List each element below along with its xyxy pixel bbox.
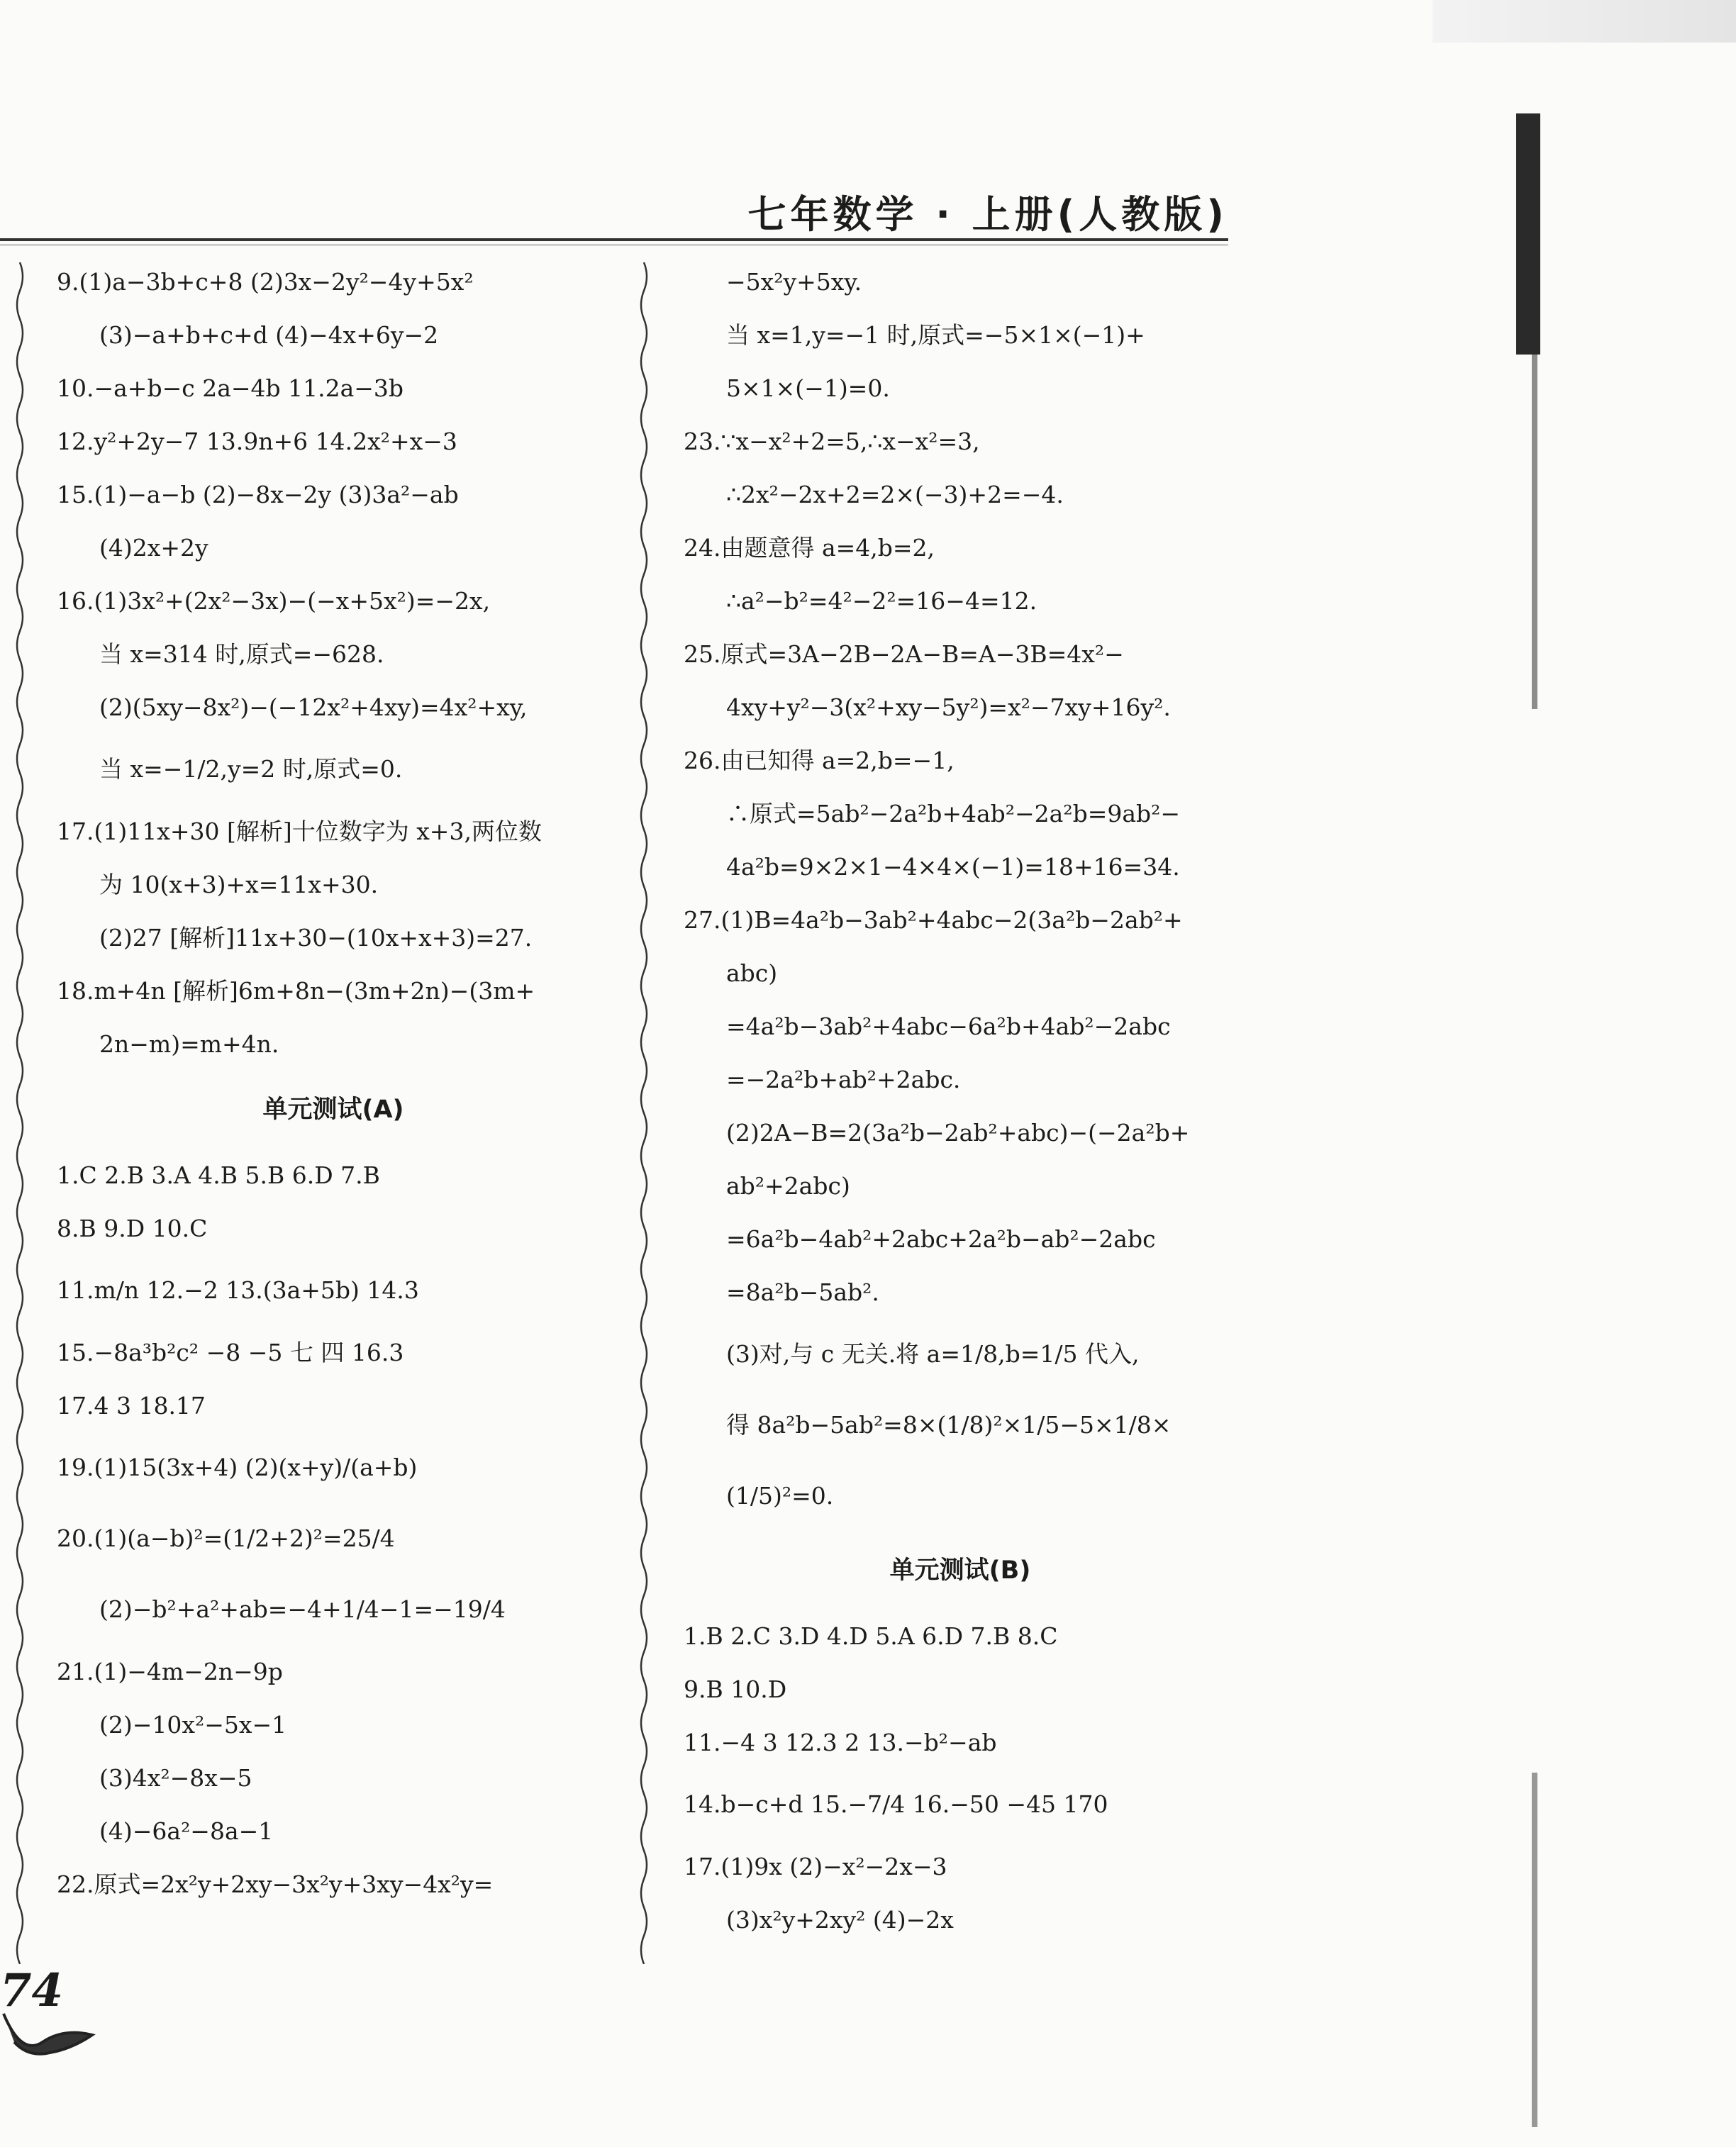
answer-line: 17.(1)9x (2)−x²−2x−3 bbox=[684, 1853, 947, 1880]
answer-line: 12.y²+2y−7 13.9n+6 14.2x²+x−3 bbox=[57, 428, 457, 455]
header-title: 七年数学 · 上册(人教版) bbox=[747, 192, 1228, 237]
answer-line: 16.(1)3x²+(2x²−3x)−(−x+5x²)=−2x, bbox=[57, 587, 491, 615]
answer-line: 26.由已知得 a=2,b=−1, bbox=[684, 747, 955, 774]
answer-line: 15.(1)−a−b (2)−8x−2y (3)3a²−ab bbox=[57, 481, 459, 508]
answer-line: 9.(1)a−3b+c+8 (2)3x−2y²−4y+5x² bbox=[57, 268, 474, 296]
left-wavy-border bbox=[13, 262, 27, 1964]
answer-line: 17.4 3 18.17 bbox=[57, 1392, 206, 1420]
answer-line: =−2a²b+ab²+2abc. bbox=[726, 1066, 961, 1093]
answer-line: 得 8a²b−5ab²=8×(1/8)²×1/5−5×1/8× bbox=[726, 1411, 1172, 1439]
answer-line: 1.C 2.B 3.A 4.B 5.B 6.D 7.B bbox=[57, 1161, 380, 1189]
answer-line: 11.−4 3 12.3 2 13.−b²−ab bbox=[684, 1729, 997, 1756]
answer-line: 21.(1)−4m−2n−9p bbox=[57, 1658, 283, 1685]
answer-line: 9.B 10.D bbox=[684, 1675, 787, 1703]
answer-line: 27.(1)B=4a²b−3ab²+4abc−2(3a²b−2ab²+ bbox=[684, 906, 1183, 934]
binding-shadow bbox=[1516, 113, 1540, 355]
answer-line: (2)27 [解析]11x+30−(10x+x+3)=27. bbox=[99, 924, 533, 952]
answer-line: (2)2A−B=2(3a²b−2ab²+abc)−(−2a²b+ bbox=[726, 1119, 1190, 1147]
answer-line: 当 x=1,y=−1 时,原式=−5×1×(−1)+ bbox=[726, 321, 1145, 349]
answer-line: 24.由题意得 a=4,b=2, bbox=[684, 534, 935, 562]
answer-line: (4)−6a²−8a−1 bbox=[99, 1817, 274, 1845]
answer-line: 1.B 2.C 3.D 4.D 5.A 6.D 7.B 8.C bbox=[684, 1622, 1058, 1650]
answer-line: 17.(1)11x+30 [解析]十位数字为 x+3,两位数 bbox=[57, 818, 542, 845]
answer-line: (2)(5xy−8x²)−(−12x²+4xy)=4x²+xy, bbox=[99, 693, 528, 721]
answer-column-right bbox=[684, 255, 1237, 1946]
page-header bbox=[0, 170, 1228, 241]
page-number: 74 bbox=[0, 1964, 64, 2017]
answer-column-left bbox=[57, 255, 610, 1911]
binding-edge bbox=[1532, 355, 1537, 2127]
section-heading-unit-test-b: 单元测试(B) bbox=[889, 1556, 1031, 1585]
answer-line: 25.原式=3A−2B−2A−B=A−3B=4x²− bbox=[684, 640, 1124, 668]
answer-line: 4a²b=9×2×1−4×4×(−1)=18+16=34. bbox=[726, 853, 1180, 881]
answer-line: 23.∵x−x²+2=5,∴x−x²=3, bbox=[684, 428, 980, 455]
answer-line: 15.−8a³b²c² −8 −5 七 四 16.3 bbox=[57, 1339, 404, 1366]
answer-line: abc) bbox=[726, 959, 778, 987]
answer-line: (3)x²y+2xy² (4)−2x bbox=[726, 1906, 954, 1934]
answer-line: (2)−10x²−5x−1 bbox=[99, 1711, 287, 1739]
answer-line: =8a²b−5ab². bbox=[726, 1278, 879, 1306]
answer-line: 14.b−c+d 15.−7/4 16.−50 −45 170 bbox=[684, 1790, 1108, 1818]
answer-line: 2n−m)=m+4n. bbox=[99, 1030, 279, 1058]
answer-line: 20.(1)(a−b)²=(1/2+2)²=25/4 bbox=[57, 1524, 395, 1552]
header-rule bbox=[0, 238, 1228, 241]
answer-line: 8.B 9.D 10.C bbox=[57, 1215, 208, 1242]
answer-line: 19.(1)15(3x+4) (2)(x+y)/(a+b) bbox=[57, 1454, 418, 1481]
answer-line: =6a²b−4ab²+2abc+2a²b−ab²−2abc bbox=[726, 1225, 1156, 1253]
answer-line: ∴a²−b²=4²−2²=16−4=12. bbox=[726, 587, 1037, 615]
answer-line: 22.原式=2x²y+2xy−3x²y+3xy−4x²y= bbox=[57, 1870, 494, 1898]
answer-line: (1/5)²=0. bbox=[726, 1482, 834, 1510]
answer-line: 为 10(x+3)+x=11x+30. bbox=[99, 871, 379, 898]
answer-line: −5x²y+5xy. bbox=[726, 268, 862, 296]
answer-line: (4)2x+2y bbox=[99, 534, 208, 562]
answer-line: =4a²b−3ab²+4abc−6a²b+4ab²−2abc bbox=[726, 1013, 1171, 1040]
answer-line: (3)对,与 c 无关.将 a=1/8,b=1/5 代入, bbox=[726, 1340, 1140, 1368]
answer-line: ∴原式=5ab²−2a²b+4ab²−2a²b=9ab²− bbox=[726, 800, 1181, 827]
section-heading-unit-test-a: 单元测试(A) bbox=[262, 1095, 404, 1124]
answer-line: 当 x=−1/2,y=2 时,原式=0. bbox=[99, 755, 403, 783]
answer-line: 11.m/n 12.−2 13.(3a+5b) 14.3 bbox=[57, 1276, 419, 1304]
answer-line: 4xy+y²−3(x²+xy−5y²)=x²−7xy+16y². bbox=[726, 693, 1171, 721]
center-wavy-border bbox=[637, 262, 651, 1964]
answer-line: ∴2x²−2x+2=2×(−3)+2=−4. bbox=[726, 481, 1064, 508]
leaf-ornament-icon bbox=[0, 2000, 99, 2063]
answer-line: ab²+2abc) bbox=[726, 1172, 850, 1200]
answer-line: (3)−a+b+c+d (4)−4x+6y−2 bbox=[99, 321, 439, 349]
answer-line: 当 x=314 时,原式=−628. bbox=[99, 640, 384, 668]
answer-line: 10.−a+b−c 2a−4b 11.2a−3b bbox=[57, 374, 404, 402]
scan-edge-band bbox=[1432, 0, 1736, 43]
answer-line: (2)−b²+a²+ab=−4+1/4−1=−19/4 bbox=[99, 1595, 506, 1623]
answer-line: 18.m+4n [解析]6m+8n−(3m+2n)−(3m+ bbox=[57, 977, 535, 1005]
answer-line: (3)4x²−8x−5 bbox=[99, 1764, 252, 1792]
answer-line: 5×1×(−1)=0. bbox=[726, 374, 890, 402]
